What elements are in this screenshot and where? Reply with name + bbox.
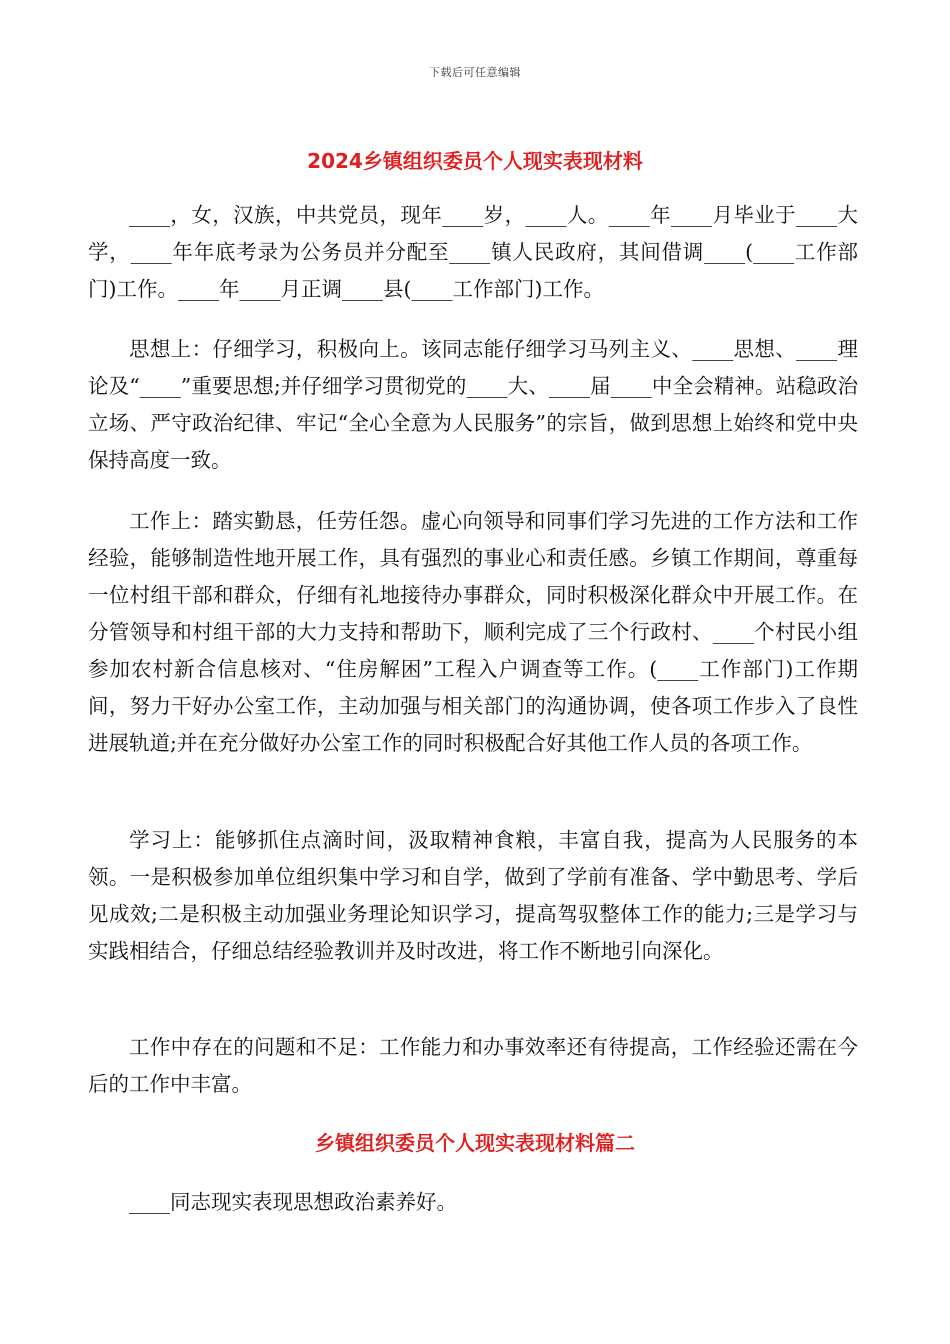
paragraph-work: 工作上：踏实勤恳，任劳任怨。虚心向领导和同事们学习先进的工作方法和工作经验，能够制造性地开展工作，具有强烈的事业心和责任感。乡镇工作期间，尊重每一位村组干部和群众，仔细有礼地接待办事群众，同时积极深化群众中开展工作。在分管领导和村组干部的大力支持和帮助下，顺利完成了三个行政村、____个村民小组参加农村新合信息核对、“住房解困”工程入户调查等工作。(____工作部门)工作期间，努力干好办公室工作，主动加强与相关部门的沟通协调，使各项工作步入了良性进展轨道;并在充分做好办公室工作的同时积极配合好其他工作人员的各项工作。 bbox=[88, 509, 858, 755]
section2-paragraph: ____同志现实表现思想政治素养好。 bbox=[129, 1190, 457, 1214]
document-title: 2024乡镇组织委员个人现实表现材料 bbox=[307, 149, 643, 173]
header-note: 下载后可任意编辑 bbox=[429, 66, 521, 79]
section2-title: 乡镇组织委员个人现实表现材料篇二 bbox=[315, 1131, 635, 1155]
paragraph-personal-info: ____，女，汉族，中共党员，现年____岁，____人。____年____月毕业于____大学，____年年底考录为公务员并分配至____镇人民政府，其间借调____(____工作部门)工作。____年____月正调____县(____工作部门)工作。 bbox=[88, 203, 858, 301]
paragraph-ideology: 思想上：仔细学习，积极向上。该同志能仔细学习马列主义、____思想、____理论及“____”重要思想;并仔细学习贯彻党的____大、____届____中全会精神。站稳政治立场、严守政治纪律、牢记“全心全意为人民服务”的宗旨，做到思想上始终和党中央保持高度一致。 bbox=[88, 337, 858, 472]
paragraph-shortcomings: 工作中存在的问题和不足：工作能力和办事效率还有待提高，工作经验还需在今后的工作中丰富。 bbox=[88, 1035, 858, 1096]
paragraph-study: 学习上：能够抓住点滴时间，汲取精神食粮，丰富自我，提高为人民服务的本领。一是积极参加单位组织集中学习和自学，做到了学前有准备、学中勤思考、学后见成效;二是积极主动加强业务理论知识学习，提高驾驭整体工作的能力;三是学习与实践相结合，仔细总结经验教训并及时改进，将工作不断地引向深化。 bbox=[88, 828, 858, 963]
